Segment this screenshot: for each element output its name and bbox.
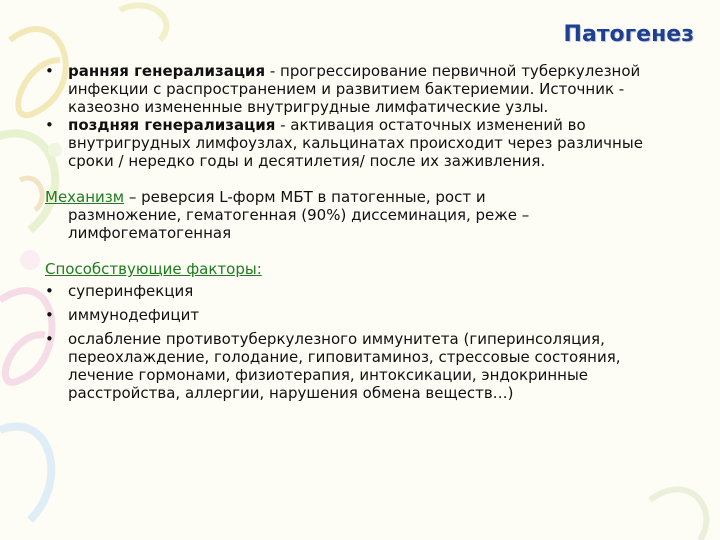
bullet-early-generalization [45, 62, 675, 116]
early-generalization-term: ранняя генерализация [68, 62, 266, 80]
factors-heading-link[interactable]: Способствующие факторы: [45, 260, 262, 278]
mechanism-text-rest: размножение, гематогенная (90%) диссеминация, реже – лимфогематогенная [68, 206, 530, 242]
factor-item-text: ослабление противотуберкулезного иммунитета (гиперинсоляция, переохлаждение, голодание, гиповитаминоз, стрессовые состояния, лечение гормонами, физиотерапия, интоксикации, эндокринные расстройства, аллергии, нарушения обмена веществ…) [68, 330, 621, 402]
mechanism-link[interactable]: Механизм [45, 188, 125, 206]
factor-item [45, 330, 675, 402]
factor-item [45, 282, 675, 300]
bullet-dot: • [45, 116, 54, 134]
slide-content [45, 62, 675, 402]
late-generalization-text: - активация остаточных изменений во внутригрудных лимфоузлах, кальцинатах происходит через различные сроки / нередко годы и десятилетия/ после их заживления. [68, 116, 643, 170]
bullet-dot: • [45, 62, 54, 80]
slide-title: Патогенез [563, 22, 694, 47]
bullet-dot: • [45, 306, 54, 324]
bullet-dot: • [45, 282, 54, 300]
factors-heading-line [45, 260, 675, 278]
mechanism-paragraph [45, 188, 675, 242]
bullet-dot: • [45, 330, 54, 348]
late-generalization-term: поздняя генерализация [68, 116, 276, 134]
mechanism-text-line1: – реверсия L-форм МБТ в патогенные, рост и [124, 188, 486, 206]
factor-item-text: иммунодефицит [68, 306, 200, 324]
bullet-late-generalization [45, 116, 675, 170]
early-generalization-text: - прогрессирование первичной туберкулезной инфекции с распространением и развитием бактериемии. Источник - казеозно измененные внутригрудные лимфатические узлы. [68, 62, 641, 116]
factor-item-text: суперинфекция [68, 282, 194, 300]
factor-item [45, 306, 675, 324]
